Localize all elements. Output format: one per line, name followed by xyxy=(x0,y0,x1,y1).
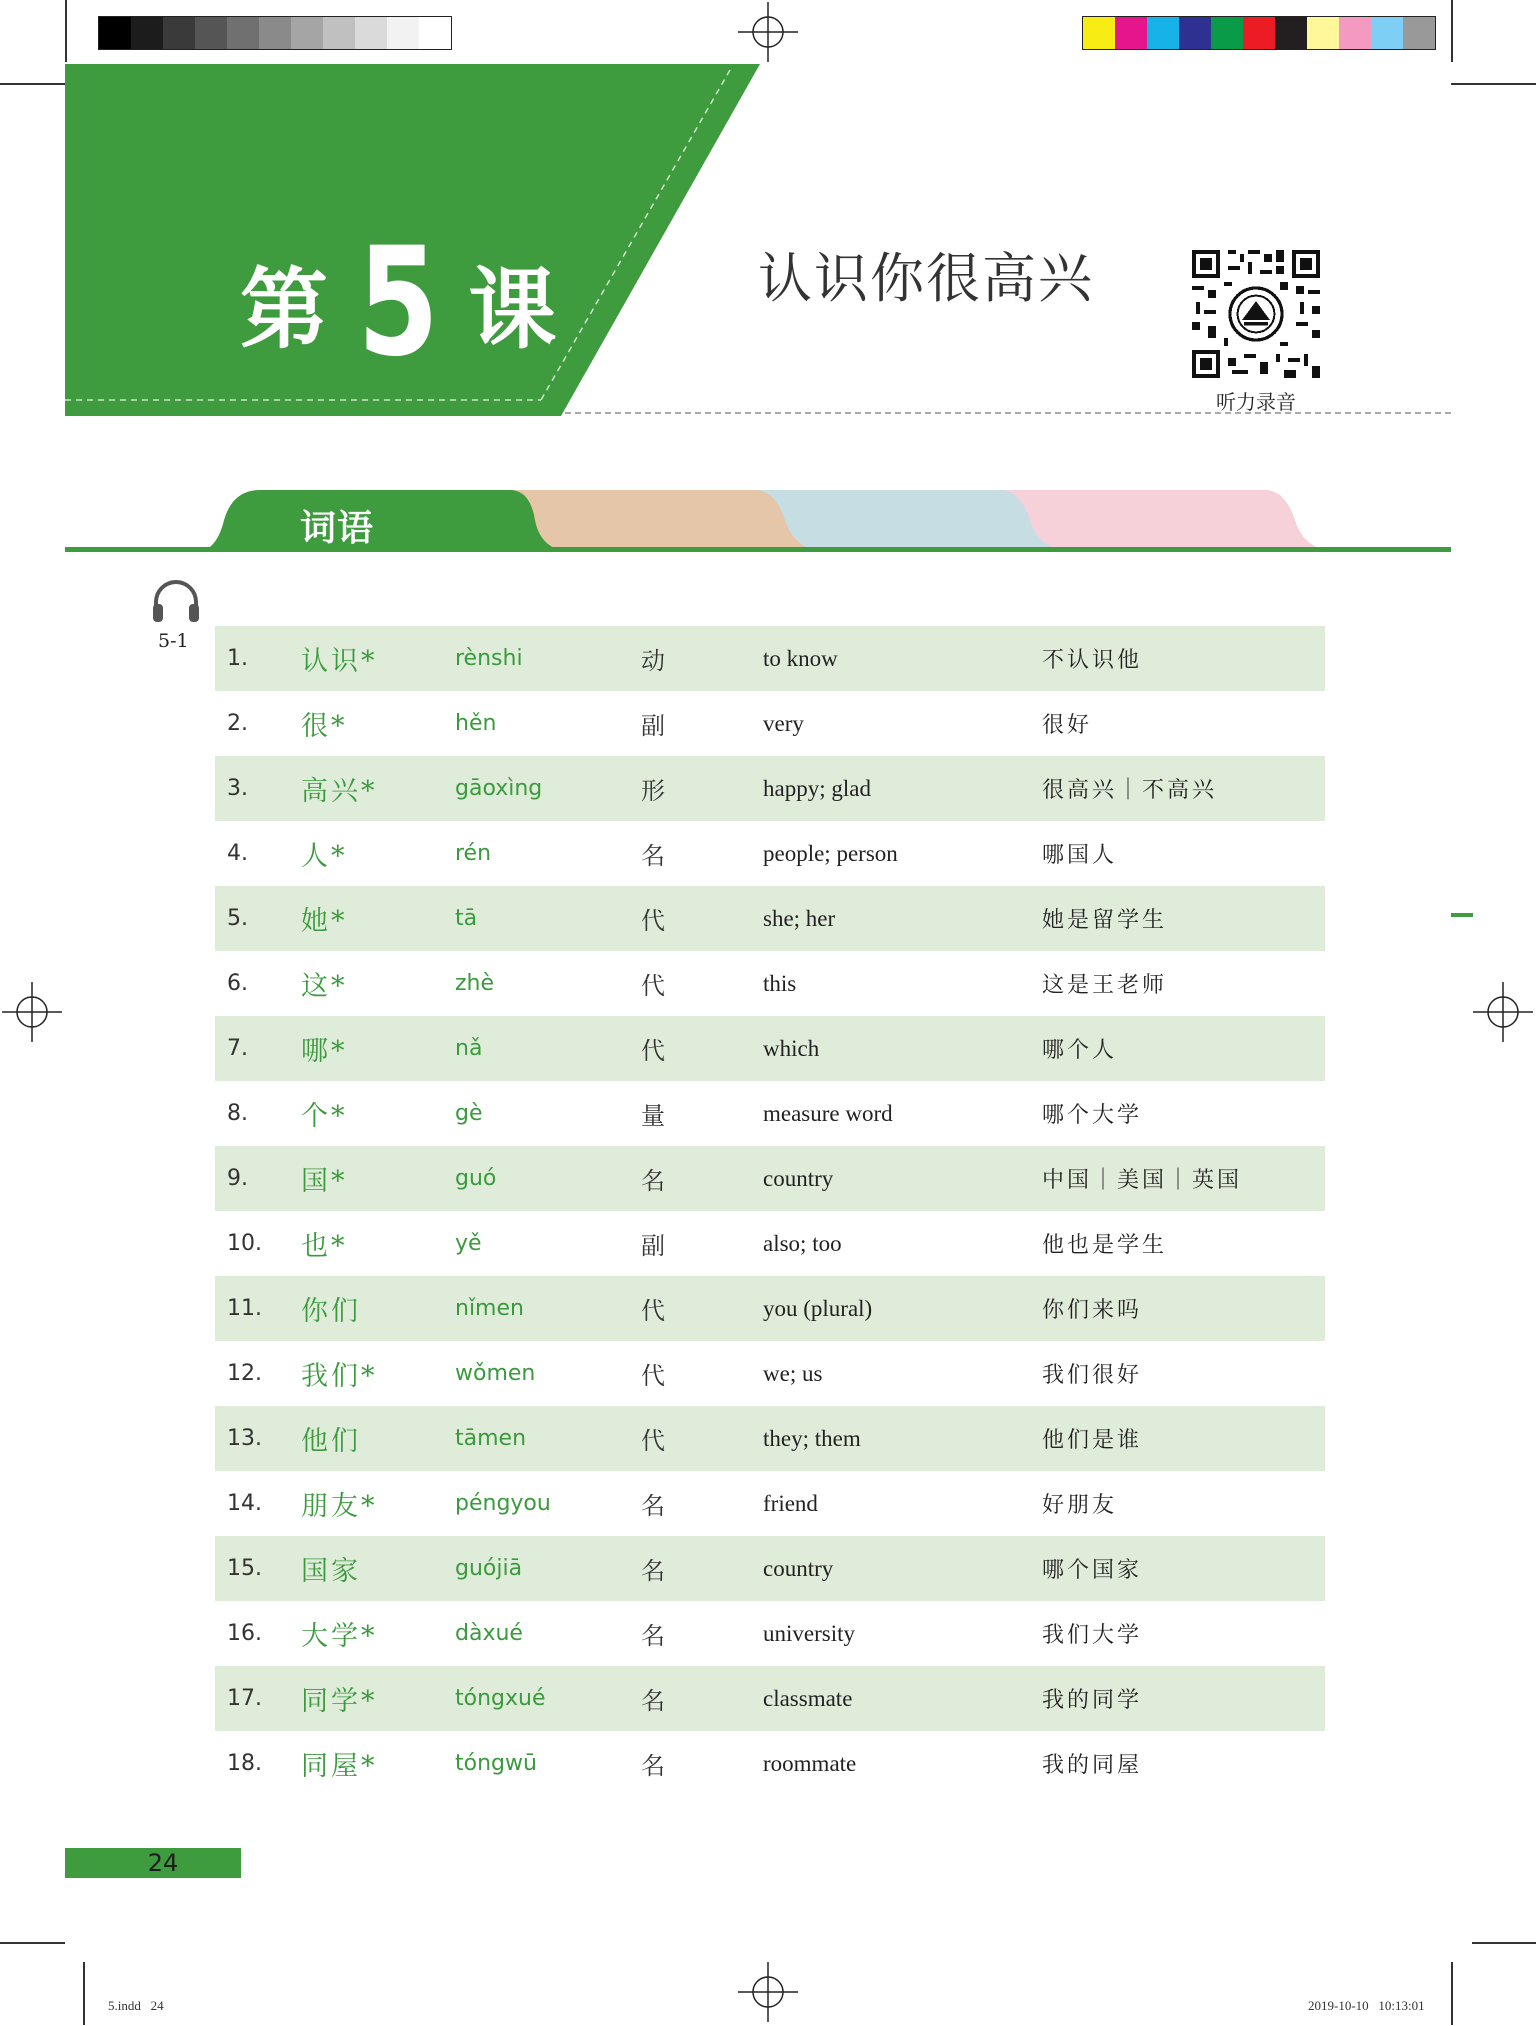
part-of-speech: 动 xyxy=(641,647,665,675)
english-gloss: this xyxy=(763,970,797,996)
english-gloss: country xyxy=(763,1165,834,1191)
row-number: 18. xyxy=(227,1751,262,1776)
vocab-word: 人* xyxy=(301,841,348,872)
row-number: 1. xyxy=(227,646,248,671)
lesson-subtitle: 认识你很高兴 xyxy=(758,247,1094,310)
english-gloss: friend xyxy=(763,1490,818,1516)
crop-mark xyxy=(0,1942,65,1944)
part-of-speech: 代 xyxy=(641,972,665,1000)
english-gloss: she; her xyxy=(763,905,836,931)
vocab-word: 这* xyxy=(301,971,348,1002)
vocab-word: 他们 xyxy=(301,1426,361,1457)
side-margin-mark xyxy=(1451,913,1473,917)
vocab-pinyin: tóngxué xyxy=(455,1686,546,1711)
crop-mark xyxy=(0,83,65,85)
part-of-speech: 量 xyxy=(641,1102,665,1130)
example-phrase: 他也是学生 xyxy=(1042,1233,1168,1258)
example-phrase: 这是王老师 xyxy=(1042,973,1168,998)
vocab-pinyin: tā xyxy=(455,906,478,931)
row-number: 4. xyxy=(227,841,248,866)
row-number: 17. xyxy=(227,1686,262,1711)
qr-code-icon[interactable] xyxy=(1188,246,1324,382)
lesson-suffix: 课 xyxy=(468,258,557,361)
registration-mark-bottom-icon xyxy=(738,1962,798,2022)
vocab-pinyin: wǒmen xyxy=(455,1361,536,1386)
qr-code-label: 听力录音 xyxy=(1216,390,1296,414)
part-of-speech: 代 xyxy=(641,1427,665,1455)
table-row xyxy=(215,691,1325,756)
vocab-pinyin: rén xyxy=(455,841,492,866)
english-gloss: happy; glad xyxy=(763,775,871,801)
table-row xyxy=(215,1081,1325,1146)
example-phrase: 很好 xyxy=(1042,713,1093,738)
example-phrase: 中国｜美国｜英国 xyxy=(1042,1168,1243,1193)
row-number: 11. xyxy=(227,1296,262,1321)
section-tab-bar xyxy=(65,490,1451,552)
example-phrase: 他们是谁 xyxy=(1042,1428,1143,1453)
table-row xyxy=(215,1146,1325,1211)
row-number: 8. xyxy=(227,1101,248,1126)
vocab-pinyin: nǎ xyxy=(455,1036,483,1061)
registration-mark-left-icon xyxy=(2,982,62,1042)
vocab-pinyin: gāoxìng xyxy=(455,776,543,801)
part-of-speech: 名 xyxy=(641,1687,665,1715)
vocab-pinyin: hěn xyxy=(455,711,497,736)
english-gloss: country xyxy=(763,1555,834,1581)
english-gloss: also; too xyxy=(763,1230,842,1256)
example-phrase: 哪国人 xyxy=(1042,843,1118,868)
table-row xyxy=(215,1666,1325,1731)
english-gloss: you (plural) xyxy=(763,1295,873,1321)
audio-track-number: 5-1 xyxy=(158,630,189,652)
vocab-word: 你们 xyxy=(301,1296,361,1327)
vocab-word: 大学* xyxy=(301,1621,378,1652)
table-row xyxy=(215,1536,1325,1601)
table-row xyxy=(215,886,1325,951)
lesson-title xyxy=(240,218,556,388)
part-of-speech: 代 xyxy=(641,1037,665,1065)
crop-mark xyxy=(1451,0,1453,62)
table-row xyxy=(215,1016,1325,1081)
vocab-word: 国家 xyxy=(301,1556,361,1587)
vocab-pinyin: zhè xyxy=(455,971,495,996)
example-phrase: 你们来吗 xyxy=(1042,1298,1143,1323)
example-phrase: 我的同学 xyxy=(1042,1688,1143,1713)
vocab-pinyin: gè xyxy=(455,1101,483,1126)
vocab-pinyin: péngyou xyxy=(455,1491,551,1516)
row-number: 12. xyxy=(227,1361,262,1386)
vocab-word: 哪* xyxy=(301,1036,348,1067)
tab-vocabulary: 词语 xyxy=(300,508,375,549)
row-number: 16. xyxy=(227,1621,262,1646)
part-of-speech: 名 xyxy=(641,842,665,870)
example-phrase: 哪个人 xyxy=(1042,1038,1118,1063)
example-phrase: 好朋友 xyxy=(1042,1493,1118,1518)
english-gloss: which xyxy=(763,1035,820,1061)
vocab-word: 高兴* xyxy=(301,776,378,807)
part-of-speech: 代 xyxy=(641,1362,665,1390)
english-gloss: they; them xyxy=(763,1425,861,1451)
row-number: 9. xyxy=(227,1166,248,1191)
table-row xyxy=(215,756,1325,821)
english-gloss: very xyxy=(763,710,804,736)
table-row xyxy=(215,1406,1325,1471)
lesson-prefix: 第 xyxy=(240,258,329,361)
table-row xyxy=(215,821,1325,886)
english-gloss: roommate xyxy=(763,1750,857,1776)
example-phrase: 不认识他 xyxy=(1042,648,1143,673)
example-phrase: 很高兴｜不高兴 xyxy=(1042,778,1218,803)
vocab-pinyin: rènshi xyxy=(455,646,523,671)
table-row xyxy=(215,1731,1325,1796)
row-number: 6. xyxy=(227,971,248,996)
vocab-word: 个* xyxy=(301,1101,348,1132)
english-gloss: classmate xyxy=(763,1685,853,1711)
print-timestamp: 2019-10-10 10:13:01 xyxy=(1308,1998,1425,2013)
row-number: 2. xyxy=(227,711,248,736)
english-gloss: people; person xyxy=(763,840,898,866)
vocab-word: 同屋* xyxy=(301,1751,378,1782)
vocab-pinyin: tāmen xyxy=(455,1426,527,1451)
vocab-word: 也* xyxy=(301,1231,348,1262)
english-gloss: to know xyxy=(763,645,838,671)
vocab-word: 朋友* xyxy=(301,1491,378,1522)
table-row xyxy=(215,1341,1325,1406)
table-row xyxy=(215,1211,1325,1276)
part-of-speech: 代 xyxy=(641,1297,665,1325)
row-number: 3. xyxy=(227,776,248,801)
row-number: 7. xyxy=(227,1036,248,1061)
crop-mark xyxy=(65,0,67,62)
vocab-word: 认识* xyxy=(301,646,378,677)
part-of-speech: 名 xyxy=(641,1752,665,1780)
vocab-word: 很* xyxy=(301,711,348,742)
english-gloss: university xyxy=(763,1620,855,1646)
part-of-speech: 名 xyxy=(641,1622,665,1650)
row-number: 14. xyxy=(227,1491,262,1516)
vocab-word: 我们* xyxy=(301,1361,378,1392)
crop-mark xyxy=(83,1962,85,2025)
vocab-pinyin: guójiā xyxy=(455,1556,523,1581)
part-of-speech: 名 xyxy=(641,1167,665,1195)
part-of-speech: 名 xyxy=(641,1492,665,1520)
table-row xyxy=(215,1601,1325,1666)
part-of-speech: 名 xyxy=(641,1557,665,1585)
vocab-word: 国* xyxy=(301,1166,348,1197)
row-number: 15. xyxy=(227,1556,262,1581)
row-number: 10. xyxy=(227,1231,262,1256)
table-row xyxy=(215,951,1325,1016)
vocab-pinyin: dàxué xyxy=(455,1621,523,1646)
example-phrase: 哪个大学 xyxy=(1042,1103,1143,1128)
example-phrase: 我们大学 xyxy=(1042,1623,1143,1648)
vocab-word: 同学* xyxy=(301,1686,378,1717)
table-row xyxy=(215,1471,1325,1536)
headphones-icon[interactable] xyxy=(150,576,202,626)
part-of-speech: 形 xyxy=(641,777,665,805)
english-gloss: measure word xyxy=(763,1100,893,1126)
vocab-pinyin: nǐmen xyxy=(455,1296,524,1321)
example-phrase: 她是留学生 xyxy=(1042,908,1168,933)
example-phrase: 我们很好 xyxy=(1042,1363,1143,1388)
registration-mark-right-icon xyxy=(1473,982,1533,1042)
vocab-pinyin: yě xyxy=(455,1231,482,1256)
table-row xyxy=(215,1276,1325,1341)
page-number: 24 xyxy=(147,1849,179,1877)
english-gloss: we; us xyxy=(763,1360,823,1386)
row-number: 13. xyxy=(227,1426,262,1451)
vocabulary-table xyxy=(215,626,1325,1796)
example-phrase: 我的同屋 xyxy=(1042,1753,1143,1778)
part-of-speech: 代 xyxy=(641,907,665,935)
vocab-pinyin: guó xyxy=(455,1166,497,1191)
part-of-speech: 副 xyxy=(641,712,665,740)
file-info: 5.indd 24 xyxy=(108,1998,164,2013)
table-row xyxy=(215,626,1325,691)
vocab-pinyin: tóngwū xyxy=(455,1751,537,1776)
example-phrase: 哪个国家 xyxy=(1042,1558,1143,1583)
crop-mark xyxy=(1451,1962,1453,2025)
registration-mark-top-icon xyxy=(738,2,798,62)
vocab-word: 她* xyxy=(301,906,348,937)
grayscale-color-bar xyxy=(98,16,452,50)
part-of-speech: 副 xyxy=(641,1232,665,1260)
crop-mark xyxy=(1451,83,1536,85)
crop-mark xyxy=(1472,1942,1536,1944)
process-color-bar xyxy=(1082,16,1436,50)
row-number: 5. xyxy=(227,906,248,931)
lesson-number: 5 xyxy=(357,216,439,390)
